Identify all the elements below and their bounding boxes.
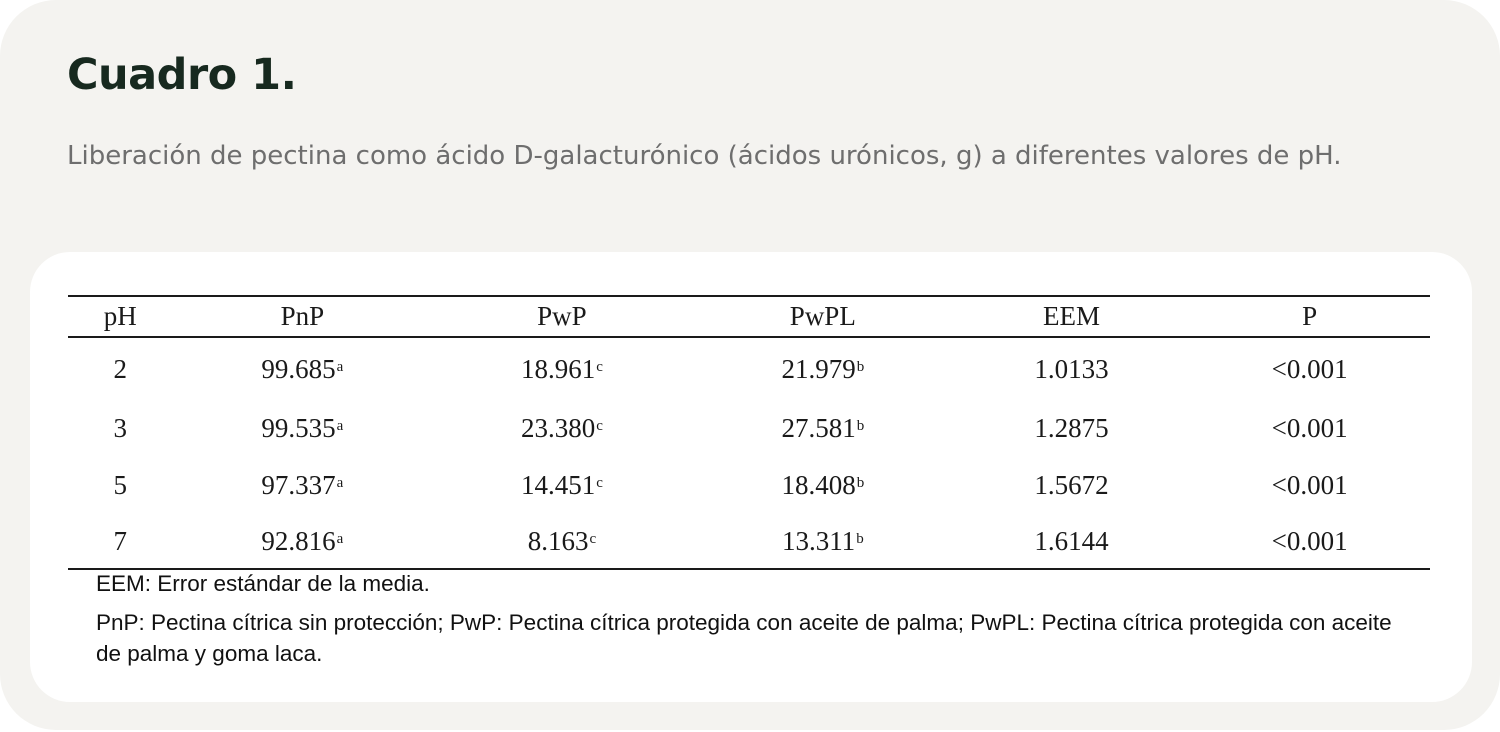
cell-eem: 1.2875	[1034, 413, 1109, 443]
cell-p: <0.001	[1271, 470, 1348, 500]
cell-value: 23.380	[520, 413, 596, 443]
cell-pnp	[173, 337, 433, 400]
cell-pnp	[173, 400, 433, 457]
significance-letter: a	[336, 418, 344, 434]
cell-value: 8.163	[527, 525, 589, 556]
footnote-eem: EEM: Error estándar de la media.	[96, 571, 430, 596]
header-pwp: PwP	[432, 296, 692, 337]
cell-pwpl	[692, 514, 954, 569]
cell-value: 18.961	[520, 353, 596, 384]
significance-letter: a	[336, 530, 344, 547]
table-row	[68, 337, 1430, 400]
cell-value: 13.311	[781, 525, 856, 556]
cell-pnp	[173, 514, 433, 569]
cell-eem: 1.5672	[1034, 470, 1109, 500]
significance-letter: b	[856, 530, 864, 547]
cell-pwp	[432, 337, 692, 400]
cell-pwpl	[692, 457, 954, 514]
cell-p: <0.001	[1189, 514, 1430, 569]
significance-letter: c	[596, 475, 603, 491]
footnote-abbreviations: PnP: Pectina cítrica sin protección; PwP: Pectina cítrica protegida con aceite de palma; PwPL: Pectina cítrica protegida con aceite de palma y goma laca.	[96, 610, 1392, 666]
cell-pnp	[173, 457, 433, 514]
significance-letter: b	[856, 358, 865, 375]
cell-pwpl	[692, 337, 954, 400]
table-panel	[30, 252, 1472, 702]
cell-eem: 1.0133	[1034, 353, 1109, 384]
cell-value: 97.337	[261, 470, 336, 500]
table-row	[68, 400, 1430, 457]
table-header-row	[68, 296, 1430, 337]
table-row	[68, 457, 1430, 514]
cell-pwp	[432, 514, 692, 569]
cell-value: 27.581	[781, 413, 856, 443]
cell-value: 21.979	[781, 353, 856, 384]
cell-p: <0.001	[1271, 413, 1348, 443]
cell-value: 14.451	[520, 470, 596, 500]
cell-value: 92.816	[261, 525, 336, 556]
significance-letter: b	[856, 475, 865, 491]
table-row	[68, 514, 1430, 569]
significance-letter: c	[596, 358, 603, 375]
cell-pwp	[432, 457, 692, 514]
cell-ph: 3	[113, 413, 128, 443]
significance-letter: c	[596, 418, 603, 434]
significance-letter: a	[336, 358, 344, 375]
cell-ph: 5	[113, 470, 128, 500]
significance-letter: c	[589, 530, 597, 547]
header-p: P	[1189, 296, 1430, 337]
cell-pwp	[432, 400, 692, 457]
significance-letter: b	[856, 418, 865, 434]
table-footnotes	[96, 568, 1416, 677]
data-table	[68, 295, 1430, 570]
header-pwpl: PwPL	[692, 296, 954, 337]
cell-value: 18.408	[781, 470, 856, 500]
page-title: Cuadro 1.	[67, 50, 297, 100]
cell-ph: 2	[113, 353, 128, 384]
significance-letter: a	[336, 475, 344, 491]
header-ph: pH	[68, 296, 173, 337]
cell-p: <0.001	[1271, 353, 1348, 384]
cell-ph: 7	[68, 514, 173, 569]
cell-pwpl	[692, 400, 954, 457]
header-eem: EEM	[954, 296, 1189, 337]
header-pnp: PnP	[173, 296, 433, 337]
cell-value: 99.685	[261, 353, 336, 384]
cell-eem: 1.6144	[954, 514, 1189, 569]
cell-value: 99.535	[261, 413, 336, 443]
table-caption: Liberación de pectina como ácido D-galacturónico (ácidos urónicos, g) a diferentes valores de pH.	[67, 141, 1342, 171]
